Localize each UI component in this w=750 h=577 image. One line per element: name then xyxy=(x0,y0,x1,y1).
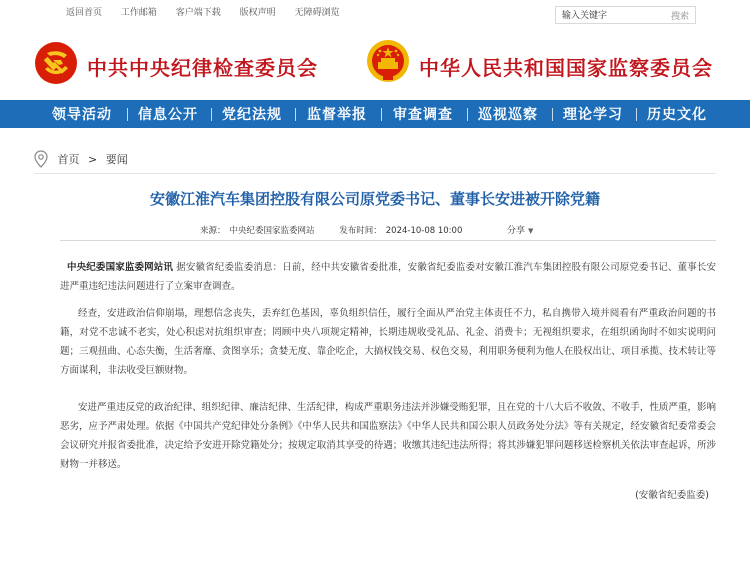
location-pin-icon xyxy=(34,150,48,168)
nav-supervision-report[interactable]: 监督举报 xyxy=(307,107,367,123)
nav-separator xyxy=(211,108,212,121)
nav-theory-study[interactable]: 理论学习 xyxy=(563,107,623,123)
nav-info-disclosure[interactable]: 信息公开 xyxy=(138,107,198,123)
nav-inspection[interactable]: 巡视巡察 xyxy=(478,107,538,123)
top-links xyxy=(66,5,356,18)
article-meta xyxy=(200,224,466,236)
nav-separator xyxy=(552,108,553,121)
chevron-down-icon: ▼ xyxy=(528,227,534,235)
breadcrumb xyxy=(34,150,128,168)
breadcrumb-home[interactable]: 首页 xyxy=(57,153,80,166)
share-label: 分享 xyxy=(507,226,526,236)
article-paragraph-1 xyxy=(60,258,716,296)
article-title: 安徽江淮汽车集团控股有限公司原党委书记、董事长安进被开除党籍 xyxy=(149,190,600,208)
nav-party-regulations[interactable]: 党纪法规 xyxy=(222,107,282,123)
article-paragraph-3: 安进严重违反党的政治纪律、组织纪律、廉洁纪律、生活纪律，构成严重职务违法并涉嫌受贿犯罪，且在党的十八大后不收敛、不收手，性质严重，影响恶劣，应予严肃处理。依据《中国共产党纪律处分条例》《中华人民共和国监察法》《中华人民共和国公职人员政务处分法》等有关规定，经安徽省纪委常委会会议研究并报省委批准，决定给予安进开除党籍处分；按规定取消其享受的待遇；收缴其违纪违法所得；将其涉嫌犯罪问题移送检察机关依法审查起诉，所涉财物一并移送。 xyxy=(60,402,716,470)
breadcrumb-divider xyxy=(34,173,716,174)
national-emblem-icon xyxy=(365,38,411,84)
search-button[interactable]: 搜索 xyxy=(670,12,689,22)
top-link-accessibility[interactable]: 无障碍浏览 xyxy=(294,8,340,18)
meta-divider xyxy=(60,240,716,241)
site-header xyxy=(0,26,750,100)
site-title-ccdi[interactable]: 中共中央纪律检查委员会 xyxy=(87,56,318,80)
search-box xyxy=(555,6,696,24)
nav-leadership-activities[interactable]: 领导活动 xyxy=(52,107,112,123)
site-title-nsc[interactable]: 中华人民共和国国家监察委员会 xyxy=(419,56,713,80)
top-link-copyright[interactable]: 版权声明 xyxy=(239,8,276,18)
share-button[interactable] xyxy=(507,223,533,236)
time-value: 2024-10-08 10:00 xyxy=(385,226,463,236)
nav-separator xyxy=(127,108,128,121)
breadcrumb-current[interactable]: 要闻 xyxy=(105,153,128,166)
breadcrumb-separator: > xyxy=(88,152,98,166)
top-link-email[interactable]: 工作邮箱 xyxy=(120,8,157,18)
paragraph-1-text: 据安徽省纪委监委消息：日前，经中共安徽省委批准，安徽省纪委监委对安徽江淮汽车集团控股有限公司原党委书记、董事长安进严重违纪违法问题进行了立案审查调查。 xyxy=(60,262,716,292)
nav-separator xyxy=(295,108,296,121)
source-label: 来源： xyxy=(200,226,226,236)
nav-history-culture[interactable]: 历史文化 xyxy=(647,107,707,123)
time-label: 发布时间： xyxy=(339,226,382,236)
nav-separator xyxy=(636,108,637,121)
nav-separator xyxy=(467,108,468,121)
search-input[interactable] xyxy=(562,9,662,22)
top-link-home[interactable]: 返回首页 xyxy=(66,8,103,18)
article-footer-source: (安徽省纪委监委) xyxy=(635,490,709,501)
lead-source: 中央纪委国家监委网站讯 xyxy=(67,262,174,273)
main-nav xyxy=(0,100,750,128)
nav-separator xyxy=(381,108,382,121)
source-value: 中央纪委国家监委网站 xyxy=(229,226,315,236)
nav-review-investigation[interactable]: 审查调查 xyxy=(393,107,453,123)
party-emblem-icon xyxy=(34,41,78,85)
top-utility-bar xyxy=(0,0,750,26)
top-link-client-download[interactable]: 客户端下载 xyxy=(175,8,221,18)
article-paragraph-2: 经查，安进政治信仰崩塌，理想信念丧失，丢弃红色基因，辜负组织信任，履行全面从严治党主体责任不力，私自携带入境并阅看有严重政治问题的书籍，对党不忠诚不老实，处心积虑对抗组织审查；罔顾中央八项规定精神，长期违规收受礼品、礼金、消费卡；无视组织要求，在组织函询时不如实说明问题；三观扭曲、心态失衡，生活奢靡、贪图享乐；贪婪无度、靠企吃企，大搞权钱交易、权色交易，利用职务便利为他人在股权出让、项目承揽、技术转让等方面谋利，非法收受巨额财物。 xyxy=(60,308,716,376)
